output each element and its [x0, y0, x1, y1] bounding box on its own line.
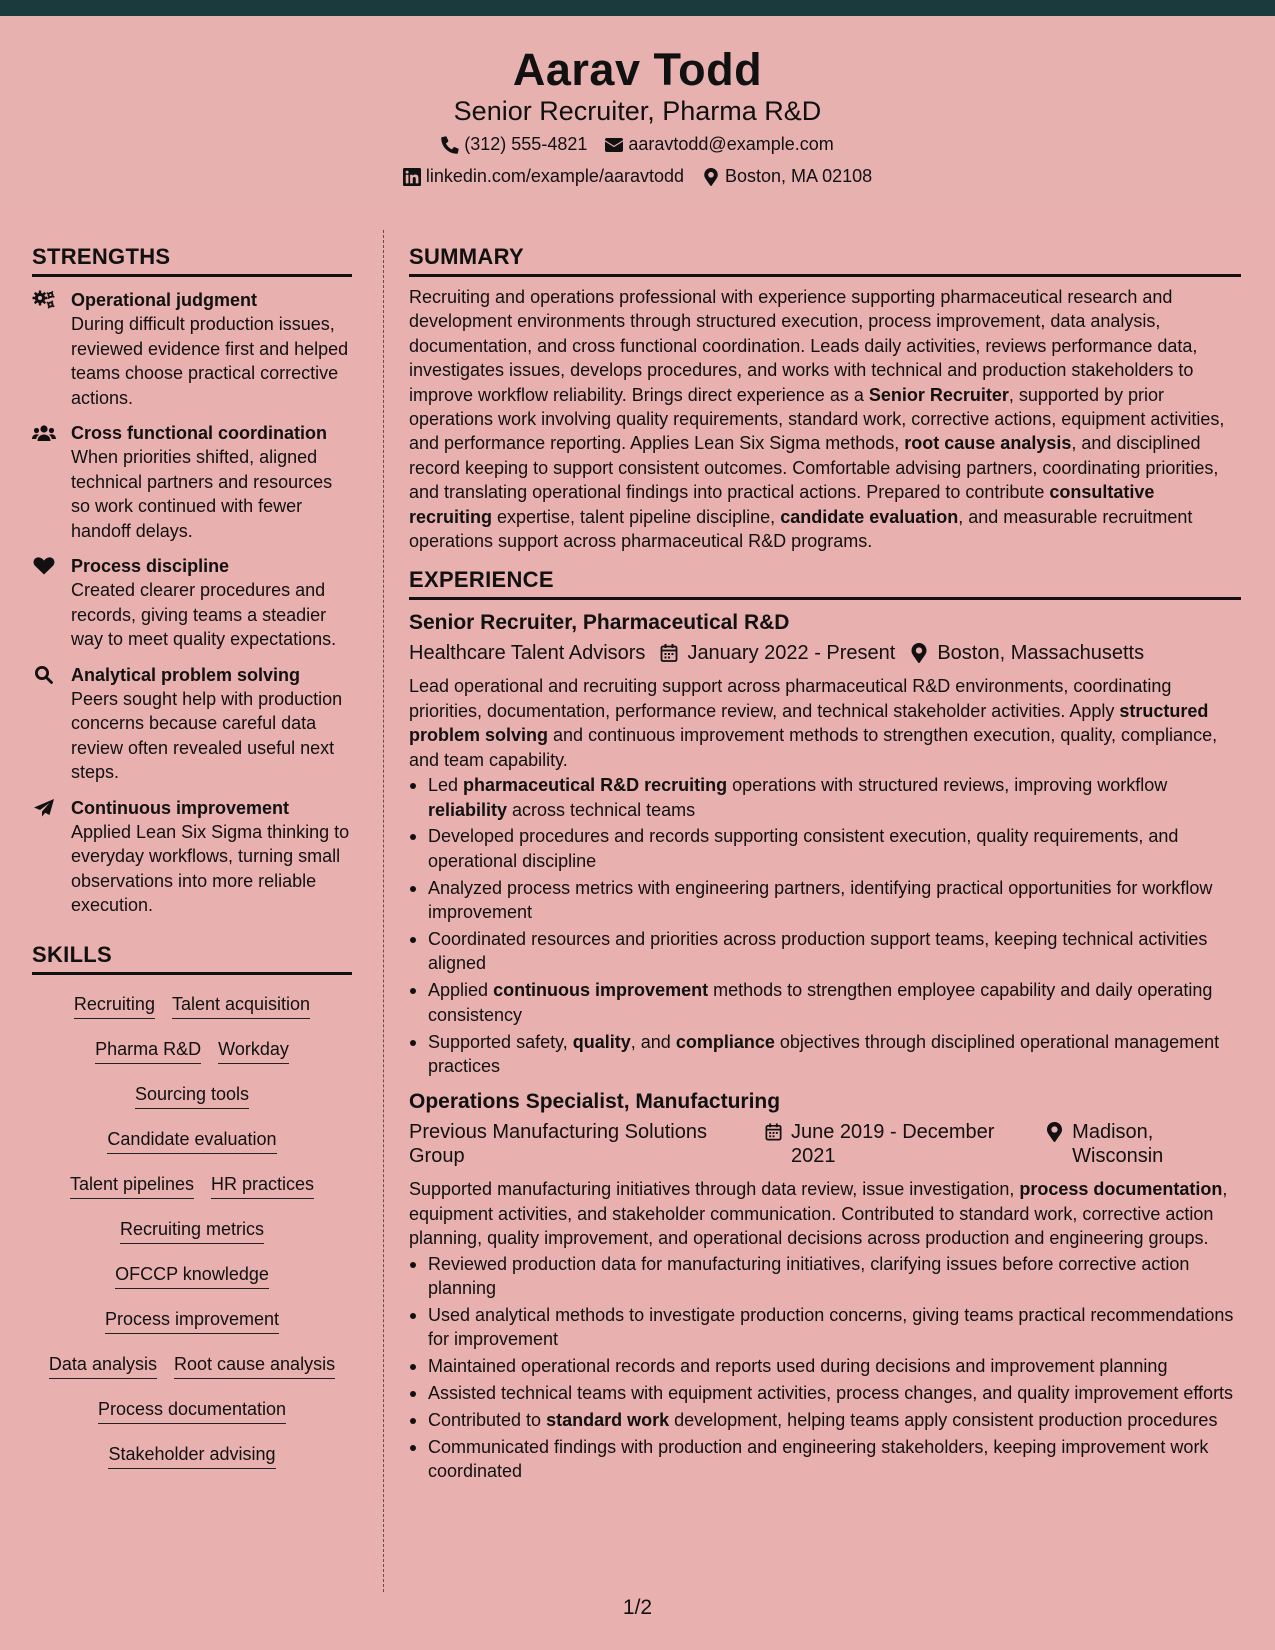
skill-tag: Data analysis: [49, 1353, 157, 1379]
strength-title: Operational judgment: [71, 290, 258, 310]
job-entry: [409, 1088, 1241, 1483]
bullet-run: Led: [428, 775, 464, 796]
bullet-run: , and: [630, 1031, 676, 1052]
strength-desc: Peers sought help with production concerns because careful data review often revealed useful next steps.: [71, 688, 343, 782]
job-bullet: [409, 927, 1241, 976]
skill-tag: Talent pipelines: [70, 1173, 194, 1199]
bullet-bold-run: standard work: [546, 1410, 670, 1431]
map-marker-icon: [1045, 1122, 1064, 1142]
job-dates-text: January 2022 - Present: [687, 642, 896, 665]
skill-tag: Workday: [218, 1038, 289, 1064]
job-bullet: [409, 1408, 1241, 1432]
bullet-run: Applied: [428, 980, 494, 1001]
skill-tag: Recruiting metrics: [120, 1218, 264, 1244]
bullet-run: across technical teams: [507, 799, 696, 820]
bullet-run: Maintained operational records and reports used during decisions and improvement planning: [428, 1356, 1168, 1377]
job-bullet: [409, 978, 1241, 1027]
bullet-bold-run: quality: [572, 1031, 631, 1052]
email-contact[interactable]: [605, 134, 833, 155]
skill-row: [32, 1259, 352, 1304]
job-bullet: [409, 1252, 1241, 1301]
job-bullet: [409, 1435, 1241, 1484]
skill-row: [32, 1169, 352, 1214]
job-bullet: [409, 1030, 1241, 1079]
strength-title: Cross functional coordination: [71, 423, 328, 443]
experience-heading: EXPERIENCE: [409, 567, 1241, 600]
job-dates-text: June 2019 - December 2021: [791, 1121, 995, 1168]
job-bullet: [409, 824, 1241, 873]
bullet-bold-run: reliability: [428, 799, 508, 820]
skill-row: [32, 1124, 352, 1169]
calendar-icon: [659, 643, 679, 663]
summary-run: , and measurable recruitment operations support across pharmaceutical R&D programs.: [409, 506, 1193, 552]
job-title: Operations Specialist, Manufacturing: [409, 1090, 781, 1114]
linkedin-contact[interactable]: [403, 166, 684, 187]
skill-row: [32, 1214, 352, 1259]
job-meta: [409, 1120, 1241, 1168]
skill-row: [32, 1394, 352, 1439]
bullet-bold-run: continuous improvement: [493, 980, 709, 1001]
strength-item: [32, 663, 352, 785]
skills-list: [32, 989, 352, 1484]
skill-tag: Pharma R&D: [95, 1038, 201, 1064]
page-number: 1/2: [622, 1596, 653, 1619]
job-bullet: [409, 876, 1241, 925]
skill-row: [32, 989, 352, 1034]
job-description: [409, 1177, 1241, 1250]
location-contact: [702, 166, 872, 187]
skill-tag: HR practices: [211, 1173, 314, 1199]
search-icon: [32, 665, 56, 685]
phone-icon: [441, 136, 459, 154]
strengths-heading: STRENGTHS: [32, 244, 352, 277]
job-meta: [409, 641, 1241, 665]
skill-tag: Process improvement: [105, 1308, 279, 1334]
resume-header: [0, 16, 1275, 204]
strength-item: [32, 288, 352, 410]
candidate-title: Senior Recruiter, Pharma R&D: [453, 96, 822, 126]
skill-tag: Sourcing tools: [135, 1083, 249, 1109]
strength-desc: Applied Lean Six Sigma thinking to everyday workflows, turning small observations into more reliable execution.: [71, 821, 350, 915]
email-text: aaravtodd@example.com: [628, 134, 834, 154]
skill-tag: Process documentation: [98, 1398, 286, 1424]
right-column: [409, 244, 1241, 1486]
job-bullets: [409, 1252, 1241, 1484]
job-location-text: Boston, Massachusetts: [937, 642, 1145, 665]
skill-tag: Root cause analysis: [174, 1353, 335, 1379]
job-company: Healthcare Talent Advisors: [409, 642, 646, 665]
bullet-run: Supported safety,: [428, 1031, 573, 1052]
strength-item: [32, 796, 352, 918]
job-bullet: [409, 1354, 1241, 1378]
job-company: Previous Manufacturing Solutions Group: [409, 1121, 707, 1168]
skill-row: [32, 1079, 352, 1124]
location-text: Boston, MA 02108: [725, 166, 873, 186]
job-desc-run: Supported manufacturing initiatives through data review, issue investigation,: [409, 1179, 1020, 1200]
skill-row: [32, 1304, 352, 1349]
job-description: [409, 674, 1241, 772]
map-marker-icon: [702, 168, 720, 186]
job-desc-bold-run: process documentation: [1019, 1179, 1223, 1200]
job-bullet: [409, 773, 1241, 822]
job-bullet: [409, 1303, 1241, 1352]
top-accent-bar: [0, 0, 1275, 16]
summary-bold-run: root cause analysis: [904, 433, 1072, 454]
bullet-run: Reviewed production data for manufacturing initiatives, clarifying issues before corrective action planning: [428, 1253, 1190, 1299]
skills-heading: SKILLS: [32, 942, 352, 975]
bullet-run: Coordinated resources and priorities across production support teams, keeping technical activities aligned: [428, 929, 1208, 974]
job-desc-run: , equipment activities, and stakeholder communication. Contributed to standard work, corrective action planning, quality improvement, and operational decisions across production and engineering groups.: [409, 1179, 1228, 1249]
bullet-run: Assisted technical teams with equipment activities, process changes, and quality improvement efforts: [428, 1383, 1234, 1404]
summary-run: Recruiting and operations professional with experience supporting pharmaceutical research and development environments through structured execution, process improvement, data analysis, documentation, and cross functional coordination. Leads daily activities, reviews performance data, investigates issues, develops procedures, and works with technical and production stakeholders to improve workflow reliability. Brings direct experience as a: [409, 287, 1198, 405]
summary-bold-run: Senior Recruiter: [868, 384, 1009, 405]
skill-tag: Candidate evaluation: [107, 1128, 276, 1154]
strength-title: Process discipline: [71, 556, 230, 576]
skill-tag: Recruiting: [74, 993, 155, 1019]
heart-icon: [32, 556, 56, 576]
bullet-run: Contributed to: [428, 1410, 547, 1431]
job-dates: [659, 641, 895, 665]
linkedin-icon: [403, 168, 421, 186]
bullet-run: Communicated findings with production and engineering stakeholders, keeping improvement work coordinated: [428, 1437, 1209, 1482]
summary-bold-run: candidate evaluation: [780, 506, 959, 527]
strength-title: Analytical problem solving: [71, 664, 301, 685]
bullet-run: development, helping teams apply consistent production procedures: [669, 1410, 1218, 1431]
summary-run: , and disciplined record keeping to support consistent outcomes. Comfortable advising partners, coordinating priorities, and translating operational findings into practical actions. Prepared to contribute: [409, 433, 1219, 503]
summary-run: expertise, talent pipeline discipline,: [492, 506, 781, 527]
linkedin-text: linkedin.com/example/aaravtodd: [425, 166, 685, 186]
contact-row-2: [0, 166, 1275, 187]
paper-plane-icon: [32, 798, 56, 818]
strength-item: [32, 421, 352, 543]
strength-desc: During difficult production issues, reviewed evidence first and helped teams choose practical corrective actions.: [71, 314, 349, 408]
bullet-bold-run: pharmaceutical R&D recruiting: [463, 775, 728, 796]
job-bullets: [409, 773, 1241, 1078]
left-column: [32, 244, 352, 1484]
job-desc-run: Lead operational and recruiting support across pharmaceutical R&D environments, coordinating priorities, documentation, performance review, and technical stakeholder activities. Apply: [409, 676, 1172, 721]
strength-title: Continuous improvement: [71, 797, 290, 818]
job-location-text: Madison, Wisconsin: [1072, 1121, 1164, 1168]
strength-item: [32, 554, 352, 652]
job-location: [1045, 1120, 1241, 1168]
gears-icon: [32, 290, 56, 310]
bullet-run: operations with structured reviews, improving workflow: [727, 775, 1168, 796]
bullet-run: Used analytical methods to investigate production concerns, giving teams practical recommendations for improvement: [428, 1305, 1234, 1350]
users-icon: [32, 423, 56, 443]
job-desc-run: and continuous improvement methods to strengthen execution, quality, compliance, and team capability.: [409, 725, 1218, 770]
candidate-name: Aarav Todd: [512, 44, 763, 95]
skill-tag: OFCCP knowledge: [115, 1263, 269, 1289]
skill-tag: Talent acquisition: [172, 993, 310, 1019]
phone-text: (312) 555-4821: [464, 134, 588, 154]
job-title: Senior Recruiter, Pharmaceutical R&D: [409, 611, 790, 635]
bullet-run: Analyzed process metrics with engineering partners, identifying practical opportunities for workflow improvement: [428, 877, 1213, 923]
job-bullet: [409, 1381, 1241, 1405]
summary-text: [409, 285, 1241, 553]
strength-desc: When priorities shifted, aligned technical partners and resources so work continued with fewer handoff delays.: [71, 447, 333, 541]
skill-row: [32, 1349, 352, 1394]
envelope-icon: [605, 136, 623, 154]
column-divider: [383, 230, 384, 1592]
summary-bold-run: consultative recruiting: [409, 482, 1155, 527]
summary-heading: SUMMARY: [409, 244, 1241, 277]
phone-contact[interactable]: [441, 134, 587, 155]
bullet-run: Developed procedures and records supporting consistent execution, quality requirements, and operational discipline: [428, 826, 1179, 871]
jobs-list: [409, 609, 1241, 1483]
skill-row: [32, 1034, 352, 1079]
bullet-bold-run: compliance: [675, 1031, 775, 1052]
job-entry: [409, 609, 1241, 1078]
job-dates: [764, 1120, 1032, 1168]
calendar-icon: [764, 1122, 783, 1142]
map-marker-icon: [909, 643, 929, 663]
summary-run: , supported by prior operations work involving quality requirements, standard work, corrective actions, equipment activities, and performance reporting. Applies Lean Six Sigma methods,: [409, 384, 1225, 454]
bullet-run: methods to strengthen employee capability and daily operating consistency: [428, 980, 1213, 1025]
bullet-run: objectives through disciplined operational management practices: [428, 1031, 1220, 1077]
strength-desc: Created clearer procedures and records, giving teams a steadier way to meet quality expectations.: [71, 580, 337, 649]
job-desc-bold-run: structured problem solving: [409, 700, 1209, 746]
skill-row: [32, 1439, 352, 1484]
contact-row-1: [0, 134, 1275, 155]
skill-tag: Stakeholder advising: [108, 1443, 275, 1469]
job-location: [909, 641, 1144, 665]
